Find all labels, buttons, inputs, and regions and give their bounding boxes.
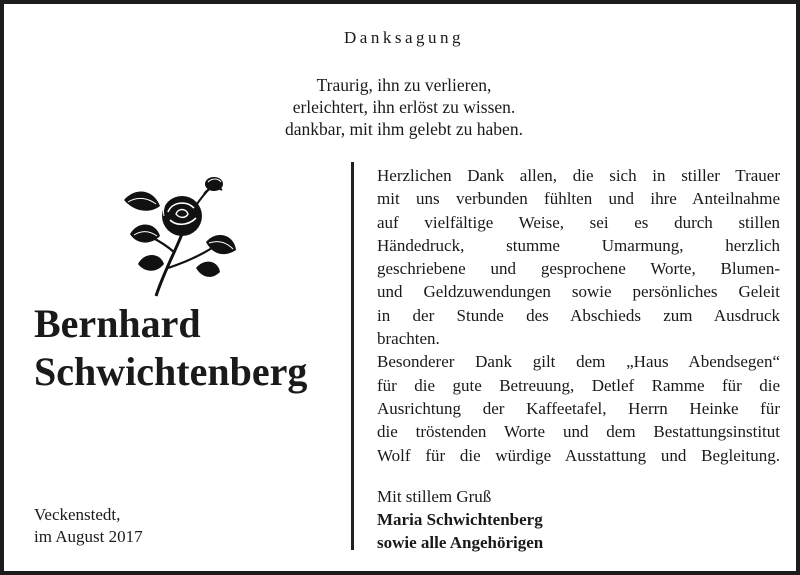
message-line: Besonderer Dank gilt dem „Haus Abendsegen“ xyxy=(377,352,780,372)
signer-family: sowie alle Angehörigen xyxy=(377,533,544,552)
message-line: Ausrichtung der Kaffeetafel, Herrn Heinke für xyxy=(377,398,780,418)
message-line: mit uns verbunden fühlten und ihre Anteilnahme xyxy=(377,189,780,209)
first-name: Bernhard xyxy=(34,301,201,346)
message-line: brachten. xyxy=(377,329,440,349)
thank-you-message xyxy=(377,164,780,467)
notice-heading: Danksagung xyxy=(344,28,464,47)
deceased-name xyxy=(34,300,307,396)
verse-line: dankbar, mit ihm gelebt zu haben. xyxy=(285,119,523,139)
signature xyxy=(377,485,543,554)
message-line: geschriebene und gesprochene Worte, Blumen- xyxy=(377,259,780,279)
place: Veckenstedt, xyxy=(34,505,121,524)
last-name: Schwichtenberg xyxy=(34,349,308,394)
message-line: Wolf für die würdige Ausstattung und Begleitung. xyxy=(377,445,780,465)
place-date xyxy=(34,504,143,548)
date: im August 2017 xyxy=(34,527,143,546)
message-line: die tröstenden Worte und dem Bestattungsinstitut xyxy=(377,422,780,442)
verse-line: erleichtert, ihn erlöst zu wissen. xyxy=(292,97,516,117)
message-line: auf vielfältige Weise, sei es durch stillen xyxy=(377,212,780,232)
verse-line: Traurig, ihn zu verlieren, xyxy=(316,75,492,95)
message-line: und Geldzuwendungen sowie persönliches Geleit xyxy=(377,282,780,302)
rose-icon xyxy=(116,172,244,300)
message-line: Händedruck, stumme Umarmung, herzlich xyxy=(377,235,780,255)
verse xyxy=(4,74,800,140)
message-line: für die gute Betreuung, Detlef Ramme für die xyxy=(377,375,780,395)
message-line: in der Stunde des Abschieds zum Ausdruck xyxy=(377,305,780,325)
message-line: Herzlichen Dank allen, die sich in stiller Trauer xyxy=(377,166,780,185)
signer-name: Maria Schwichtenberg xyxy=(377,510,543,529)
closing-greeting: Mit stillem Gruß xyxy=(377,487,492,506)
vertical-divider xyxy=(351,162,354,550)
